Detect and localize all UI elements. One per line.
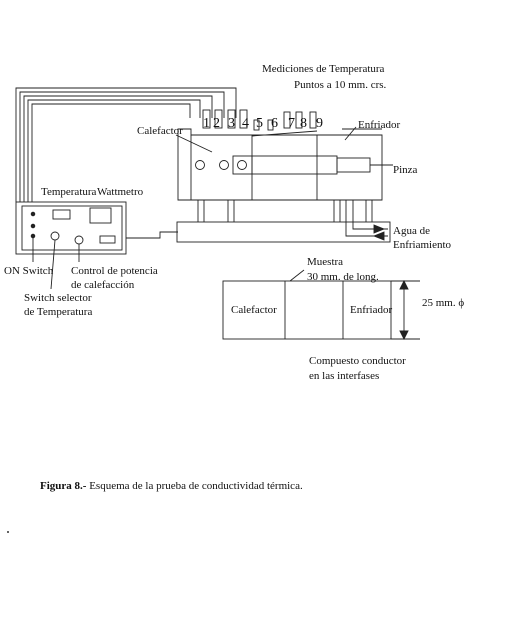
figure-caption — [40, 480, 303, 492]
diameter-label: 25 mm. ϕ — [422, 297, 465, 309]
on-switch-label: ON Switch — [4, 265, 54, 277]
clamp-label: Pinza — [393, 164, 418, 176]
probe-number-5: 5 — [256, 116, 263, 131]
figure-label: Figura 8.- — [40, 480, 87, 492]
water-pipes — [346, 200, 388, 240]
panel-temperature-label: Temperatura — [41, 186, 97, 198]
switch-selector-line1: Switch selector — [24, 292, 92, 304]
clamp — [252, 156, 393, 174]
heater-label: Calefactor — [137, 125, 183, 137]
power-cable — [126, 232, 178, 238]
sample-label-line2: 30 mm. de long. — [307, 271, 379, 283]
body-circle-middle — [220, 161, 229, 170]
sample-heater-label: Calefactor — [231, 304, 277, 316]
power-knob[interactable] — [75, 236, 83, 244]
probe-number-2: 2 — [213, 116, 220, 131]
compound-label-line1: Compuesto conductor — [309, 355, 406, 367]
figure-text: Esquema de la prueba de conductividad térmica. — [86, 480, 303, 492]
probe-number-3: 3 — [228, 116, 235, 131]
body-circle-left — [196, 161, 205, 170]
diameter-dimension — [391, 281, 420, 339]
signal-wires — [16, 88, 236, 202]
probe-number-9: 9 — [316, 116, 323, 131]
probe-numbers — [203, 116, 323, 131]
panel-button[interactable] — [100, 236, 115, 243]
probe-number-7: 7 — [288, 116, 295, 131]
header-subtitle: Puntos a 10 mm. crs. — [294, 79, 387, 91]
stray-dot — [7, 531, 9, 533]
probe-number-1: 1 — [203, 116, 210, 131]
control-panel — [16, 202, 126, 254]
power-control-line2: de calefacción — [71, 279, 135, 291]
compound-label-line2: en las interfases — [309, 370, 380, 382]
header-title: Mediciones de Temperatura — [262, 63, 385, 75]
temperature-display — [53, 210, 70, 219]
temperature-knob[interactable] — [51, 232, 59, 240]
sample-label-line1: Muestra — [307, 256, 344, 268]
apparatus-body — [178, 129, 382, 200]
probe-number-8: 8 — [300, 116, 307, 131]
probe-number-4: 4 — [242, 116, 249, 131]
water-label-line2: Enfriamiento — [393, 239, 452, 251]
sample-cooler-label: Enfriador — [350, 304, 393, 316]
probe-number-6: 6 — [271, 116, 278, 131]
cooler-label: Enfriador — [358, 119, 401, 131]
water-label-line1: Agua de — [393, 225, 430, 237]
switch-selector-line2: de Temperatura — [24, 306, 93, 318]
power-control-line1: Control de potencia — [71, 265, 158, 277]
panel-wattmeter-label: Wattmetro — [97, 186, 144, 198]
wattmeter-display — [90, 208, 111, 223]
body-circle-right — [238, 161, 247, 170]
